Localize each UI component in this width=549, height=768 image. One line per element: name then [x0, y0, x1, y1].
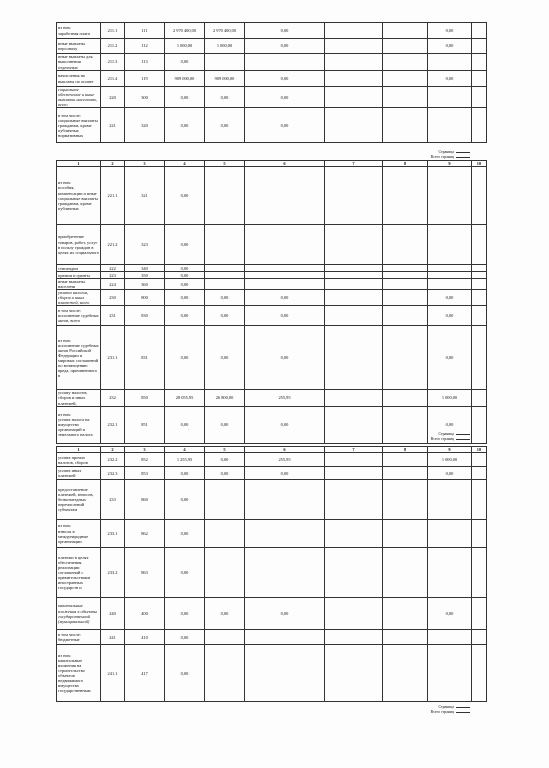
cell-c9: 0,00 [428, 467, 472, 480]
cell-c10 [472, 306, 487, 326]
cell-c7 [325, 265, 383, 272]
cell-c9: 0,00 [428, 406, 472, 443]
cell-c5: 1 000,00 [205, 39, 245, 54]
cell-kbk: 340 [125, 265, 165, 272]
row-description: уплату налогов, сборов и иных платежей, [57, 390, 101, 406]
row-description: иные выплаты для выполнения отдельных [57, 54, 101, 71]
cell-line: 230 [101, 290, 125, 306]
cell-c4: 2 970 400,00 [165, 23, 205, 39]
table-row [57, 272, 487, 279]
cell-c9: 0,00 [428, 290, 472, 306]
cell-c7 [325, 520, 383, 548]
cell-c10 [472, 598, 487, 630]
cell-line: 222 [101, 265, 125, 272]
cell-c5: 0,00 [205, 453, 245, 467]
cell-c5: 0,00 [205, 306, 245, 326]
cell-line: 211.2 [101, 39, 125, 54]
cell-line: 233 [101, 480, 125, 520]
cell-c6 [245, 279, 325, 290]
cell-c5: 0,00 [205, 290, 245, 306]
cell-line: 232.3 [101, 467, 125, 480]
cell-c4: 0,00 [165, 272, 205, 279]
table-row [57, 225, 487, 265]
budget-table-section-2 [56, 160, 487, 444]
cell-c10 [472, 272, 487, 279]
cell-c9: 0,00 [428, 39, 472, 54]
cell-c10 [472, 71, 487, 87]
table-row [57, 390, 487, 406]
cell-line: 221.2 [101, 225, 125, 265]
cell-c7 [325, 645, 383, 702]
cell-c9: 1 000,00 [428, 453, 472, 467]
cell-line: 224 [101, 279, 125, 290]
cell-c10 [472, 54, 487, 71]
cell-kbk: 850 [125, 390, 165, 406]
cell-c5 [205, 548, 245, 598]
cell-c7 [325, 453, 383, 467]
cell-c9 [428, 54, 472, 71]
cell-c5 [205, 272, 245, 279]
cell-line: 211.3 [101, 54, 125, 71]
cell-c6 [245, 480, 325, 520]
cell-c4: 0,00 [165, 265, 205, 272]
cell-c7 [325, 390, 383, 406]
cell-kbk: 860 [125, 480, 165, 520]
row-description: из них: заработная плата [57, 23, 101, 39]
cell-c4: 0,00 [165, 306, 205, 326]
cell-c8 [383, 326, 428, 390]
cell-c9 [428, 645, 472, 702]
cell-kbk: 853 [125, 467, 165, 480]
cell-c6: 0,00 [245, 598, 325, 630]
table-row [57, 645, 487, 702]
cell-c9: 0,00 [428, 23, 472, 39]
cell-line: 241.1 [101, 645, 125, 702]
cell-c9: 0,00 [428, 326, 472, 390]
table-row [57, 39, 487, 54]
row-description: иные выплаты населени [57, 279, 101, 290]
cell-c5: 0,00 [205, 598, 245, 630]
table-row [57, 453, 487, 467]
column-number-cell: 9 [428, 447, 472, 453]
cell-kbk: 862 [125, 520, 165, 548]
cell-c6 [245, 548, 325, 598]
cell-c4: 0,00 [165, 326, 205, 390]
cell-c7 [325, 39, 383, 54]
cell-c10 [472, 645, 487, 702]
scan-speck: · [188, 428, 190, 433]
cell-c6: 0,00 [245, 467, 325, 480]
cell-c7 [325, 23, 383, 39]
cell-line: 221.1 [101, 167, 125, 225]
cell-c5 [205, 630, 245, 645]
cell-c5: 0,00 [205, 326, 245, 390]
cell-c10 [472, 108, 487, 143]
cell-c8 [383, 290, 428, 306]
cell-c5 [205, 645, 245, 702]
cell-c10 [472, 548, 487, 598]
cell-c10 [472, 225, 487, 265]
cell-line: 241 [101, 630, 125, 645]
cell-c4: 1 000,00 [165, 39, 205, 54]
cell-c6 [245, 265, 325, 272]
table-row [57, 23, 487, 39]
cell-c7 [325, 290, 383, 306]
cell-c5: 909 000,00 [205, 71, 245, 87]
cell-c10 [472, 467, 487, 480]
column-number-cell: 3 [125, 161, 165, 167]
cell-c6 [245, 630, 325, 645]
cell-kbk: 113 [125, 54, 165, 71]
cell-line: 231.1 [101, 326, 125, 390]
cell-kbk: 417 [125, 645, 165, 702]
cell-c6: 0,00 [245, 306, 325, 326]
cell-c9: 1 000,00 [428, 390, 472, 406]
cell-c6: 0,00 [245, 406, 325, 443]
row-description: из них: капитальные вложения на строительство объектов недвижимого имущества государственным [57, 645, 101, 702]
cell-kbk: 119 [125, 71, 165, 87]
cell-c8 [383, 225, 428, 265]
cell-c8 [383, 23, 428, 39]
cell-c4: 0,00 [165, 548, 205, 598]
column-number-cell: 6 [245, 161, 325, 167]
cell-c7 [325, 326, 383, 390]
cell-c6: 255,95 [245, 390, 325, 406]
row-description: стипендии [57, 265, 101, 272]
cell-c10 [472, 390, 487, 406]
row-description: приобретение товаров, работ, услуг в пользу граждан в целях их социального [57, 225, 101, 265]
row-description: в том числе: социальные выплаты гражданам, кроме публичных нормативных [57, 108, 101, 143]
cell-c10 [472, 265, 487, 272]
cell-c8 [383, 54, 428, 71]
table-row [57, 290, 487, 306]
column-number-cell: 4 [165, 161, 205, 167]
cell-c4: 0,00 [165, 290, 205, 306]
table-row [57, 306, 487, 326]
cell-c6 [245, 54, 325, 71]
row-description: уплата налогов, сборов и иных платежей, всего [57, 290, 101, 306]
cell-c5: 0,00 [205, 87, 245, 108]
cell-c8 [383, 272, 428, 279]
page-label-3: Страница Всего страниц [380, 705, 470, 714]
cell-line: 232.2 [101, 453, 125, 467]
cell-c7 [325, 480, 383, 520]
cell-c8 [383, 279, 428, 290]
cell-c4: 0,00 [165, 645, 205, 702]
cell-c10 [472, 630, 487, 645]
column-number-cell: 8 [383, 161, 428, 167]
cell-c6 [245, 272, 325, 279]
column-number-cell: 2 [101, 447, 125, 453]
cell-c7 [325, 272, 383, 279]
cell-c4: 0,00 [165, 630, 205, 645]
cell-c7 [325, 54, 383, 71]
cell-c8 [383, 453, 428, 467]
cell-c10 [472, 23, 487, 39]
column-number-cell: 4 [165, 447, 205, 453]
row-description: премии и гранты [57, 272, 101, 279]
row-description: иные выплаты персоналу [57, 39, 101, 54]
row-description: в том числе: исполнение судебных актов, всего [57, 306, 101, 326]
cell-kbk: 410 [125, 630, 165, 645]
cell-line: 240 [101, 598, 125, 630]
cell-c7 [325, 279, 383, 290]
cell-c7 [325, 71, 383, 87]
row-description: капитальные вложения в объекты государственной (муниципальной) [57, 598, 101, 630]
cell-c5 [205, 54, 245, 71]
cell-kbk: 800 [125, 290, 165, 306]
table-row [57, 467, 487, 480]
column-number-cell: 1 [57, 447, 101, 453]
cell-c8 [383, 306, 428, 326]
cell-c6: 0,00 [245, 290, 325, 306]
budget-table-section-1 [56, 22, 487, 143]
column-number-cell: 5 [205, 161, 245, 167]
row-description: уплата иных платежей [57, 467, 101, 480]
table-row [57, 480, 487, 520]
cell-c6: 0,00 [245, 108, 325, 143]
column-number-cell: 7 [325, 447, 383, 453]
column-number-cell: 9 [428, 161, 472, 167]
row-description: из них: уплата налога на имущество организаций и земельного налога [57, 406, 101, 443]
page-label-1: Страница Всего страниц [380, 150, 470, 159]
cell-c10 [472, 326, 487, 390]
cell-c8 [383, 548, 428, 598]
column-number-cell: 6 [245, 447, 325, 453]
cell-c9: 0,00 [428, 598, 472, 630]
cell-c7 [325, 598, 383, 630]
cell-c6: 0,00 [245, 326, 325, 390]
row-description: социальное обеспечение и иные выплаты населению, всего [57, 87, 101, 108]
cell-c7 [325, 167, 383, 225]
cell-c7 [325, 225, 383, 265]
cell-kbk: 830 [125, 306, 165, 326]
cell-c9 [428, 272, 472, 279]
table-row [57, 167, 487, 225]
cell-line: 211.4 [101, 71, 125, 87]
cell-c9: 0,00 [428, 306, 472, 326]
cell-line: 220 [101, 87, 125, 108]
cell-c6: 0,00 [245, 23, 325, 39]
cell-c8 [383, 598, 428, 630]
cell-kbk: 112 [125, 39, 165, 54]
row-description: начисления на выплаты по оплате [57, 71, 101, 87]
cell-c6 [245, 520, 325, 548]
cell-kbk: 323 [125, 225, 165, 265]
cell-c4: 0,00 [165, 406, 205, 443]
table-row [57, 87, 487, 108]
cell-c7 [325, 406, 383, 443]
cell-line: 211.1 [101, 23, 125, 39]
table-row [57, 108, 487, 143]
cell-c9 [428, 630, 472, 645]
cell-c8 [383, 87, 428, 108]
cell-kbk: 831 [125, 326, 165, 390]
cell-c10 [472, 453, 487, 467]
cell-kbk: 852 [125, 453, 165, 467]
cell-c8 [383, 167, 428, 225]
cell-line: 232.1 [101, 406, 125, 443]
cell-c10 [472, 167, 487, 225]
cell-kbk: 400 [125, 598, 165, 630]
cell-c4: 0,00 [165, 467, 205, 480]
cell-c5: 2 970 400,00 [205, 23, 245, 39]
cell-kbk: 863 [125, 548, 165, 598]
cell-c4: 0,00 [165, 279, 205, 290]
cell-line: 221 [101, 108, 125, 143]
cell-c8 [383, 645, 428, 702]
cell-c4: 0,00 [165, 520, 205, 548]
cell-c8 [383, 467, 428, 480]
table-row [57, 54, 487, 71]
column-number-cell: 10 [472, 447, 487, 453]
cell-c10 [472, 290, 487, 306]
table-row [57, 279, 487, 290]
cell-kbk: 111 [125, 23, 165, 39]
cell-c7 [325, 108, 383, 143]
cell-c7 [325, 87, 383, 108]
row-description: платежи в целях обеспечения реализации соглашений с правительствами иностранных государств и [57, 548, 101, 598]
cell-kbk: 321 [125, 167, 165, 225]
table-row [57, 548, 487, 598]
cell-c4: 0,00 [165, 167, 205, 225]
cell-c4: 0,00 [165, 225, 205, 265]
cell-c9 [428, 480, 472, 520]
row-description: из них: пособия, компенсации и иные социальные выплаты гражданам, кроме публичных [57, 167, 101, 225]
cell-line: 233.1 [101, 520, 125, 548]
cell-line: 233.2 [101, 548, 125, 598]
cell-c4: 0,00 [165, 598, 205, 630]
cell-c9 [428, 87, 472, 108]
cell-c10 [472, 39, 487, 54]
cell-c9 [428, 167, 472, 225]
row-description: предоставление платежей, взносов, безвозмездных перечислений субъектам [57, 480, 101, 520]
cell-c6: 255,95 [245, 453, 325, 467]
cell-c8 [383, 480, 428, 520]
cell-c8 [383, 108, 428, 143]
cell-c6 [245, 225, 325, 265]
cell-c5 [205, 480, 245, 520]
cell-c4: 28 055,95 [165, 390, 205, 406]
row-description: из них: исполнение судебных актов Российской Федерации и мировых соглашений по возмещению вреда, причиненного в [57, 326, 101, 390]
cell-c7 [325, 630, 383, 645]
cell-c8 [383, 390, 428, 406]
cell-c4: 1 255,95 [165, 453, 205, 467]
cell-c10 [472, 406, 487, 443]
cell-c5 [205, 279, 245, 290]
table-row [57, 71, 487, 87]
cell-line: 232 [101, 390, 125, 406]
cell-c8 [383, 71, 428, 87]
cell-line: 223 [101, 272, 125, 279]
cell-c9 [428, 265, 472, 272]
cell-c5 [205, 167, 245, 225]
cell-kbk: 320 [125, 108, 165, 143]
cell-c4: 909 000,00 [165, 71, 205, 87]
cell-c5 [205, 520, 245, 548]
cell-c9 [428, 108, 472, 143]
cell-c6: 0,00 [245, 71, 325, 87]
cell-c8 [383, 39, 428, 54]
cell-c4: 0,00 [165, 480, 205, 520]
cell-c6 [245, 645, 325, 702]
cell-c5 [205, 225, 245, 265]
cell-c7 [325, 548, 383, 598]
table-row [57, 265, 487, 272]
table-row [57, 598, 487, 630]
cell-c10 [472, 87, 487, 108]
column-number-cell: 10 [472, 161, 487, 167]
cell-c9 [428, 225, 472, 265]
cell-kbk: 300 [125, 87, 165, 108]
cell-c5: 0,00 [205, 406, 245, 443]
row-description: в том числе: бюджетные [57, 630, 101, 645]
cell-c7 [325, 467, 383, 480]
table-row [57, 326, 487, 390]
column-number-cell: 7 [325, 161, 383, 167]
cell-c5: 0,00 [205, 108, 245, 143]
cell-c9 [428, 279, 472, 290]
cell-c6: 0,00 [245, 87, 325, 108]
cell-c10 [472, 480, 487, 520]
cell-kbk: 350 [125, 272, 165, 279]
cell-c4: 0,00 [165, 108, 205, 143]
cell-c9 [428, 520, 472, 548]
column-number-cell: 2 [101, 161, 125, 167]
cell-c5: 0,00 [205, 467, 245, 480]
cell-kbk: 360 [125, 279, 165, 290]
cell-c6: 0,00 [245, 39, 325, 54]
cell-c9 [428, 548, 472, 598]
column-number-cell: 1 [57, 161, 101, 167]
table-row [57, 520, 487, 548]
cell-c8 [383, 265, 428, 272]
cell-c5 [205, 265, 245, 272]
table-row [57, 630, 487, 645]
cell-c6 [245, 167, 325, 225]
cell-c8 [383, 630, 428, 645]
cell-c9: 0,00 [428, 71, 472, 87]
cell-c8 [383, 520, 428, 548]
row-description: из них: взносы в международные организации [57, 520, 101, 548]
column-number-cell: 8 [383, 447, 428, 453]
row-description: уплата прочих налогов, сборов [57, 453, 101, 467]
cell-c5: 26 800,00 [205, 390, 245, 406]
cell-c7 [325, 306, 383, 326]
column-number-cell: 5 [205, 447, 245, 453]
budget-table-section-3 [56, 446, 487, 702]
cell-c10 [472, 520, 487, 548]
cell-line: 231 [101, 306, 125, 326]
cell-c10 [472, 279, 487, 290]
cell-c4: 0,00 [165, 54, 205, 71]
column-number-cell: 3 [125, 447, 165, 453]
cell-kbk: 851 [125, 406, 165, 443]
cell-c4: 0,00 [165, 87, 205, 108]
page-label-2: Страница Всего страниц [380, 432, 470, 441]
